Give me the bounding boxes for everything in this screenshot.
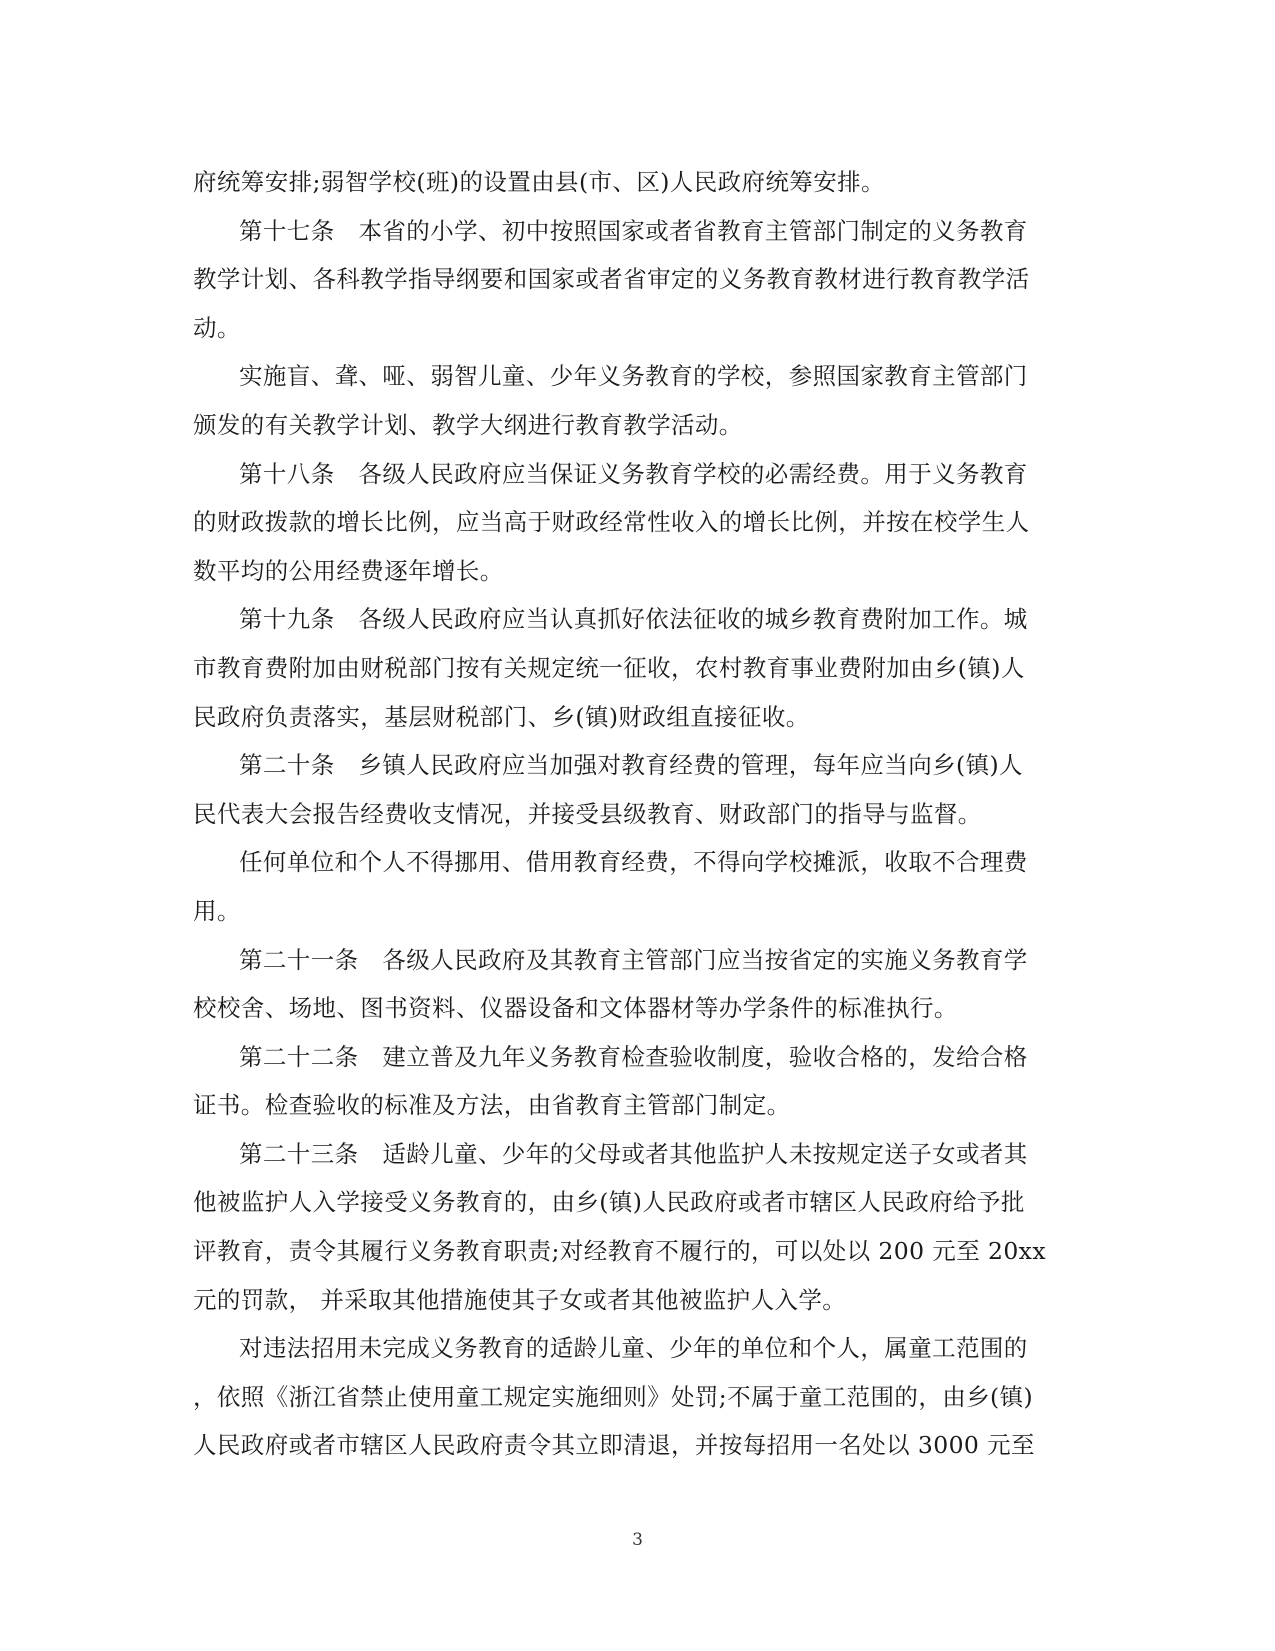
text-line: 府统筹安排;弱智学校(班)的设置由县(市、区)人民政府统筹安排。 [193,168,885,196]
text-line: 实施盲、聋、哑、弱智儿童、少年义务教育的学校，参照国家教育主管部门 [239,362,1028,391]
text-line: 元的罚款， 并采取其他措施使其子女或者其他被监护人入学。 [193,1285,847,1314]
text-line: 第二十三条 适龄儿童、少年的父母或者其他监护人未按规定送子女或者其 [239,1139,1028,1168]
text-line: 第十九条 各级人民政府应当认真抓好依法征收的城乡教育费附加工作。城 [239,605,1028,634]
text-line: 证书。检查验收的标准及方法，由省教育主管部门制定。 [193,1091,791,1120]
text-line: 第二十一条 各级人民政府及其教育主管部门应当按省定的实施义务教育学 [239,945,1028,974]
text-line: 任何单位和个人不得挪用、借用教育经费，不得向学校摊派，收取不合理费 [239,848,1028,877]
text-line: 评教育，责令其履行义务教育职责;对经教育不履行的，可以处以 200 元至 20xx [193,1237,1046,1266]
text-line: 他被监护人入学接受义务教育的，由乡(镇)人民政府或者市辖区人民政府给予批 [193,1188,1025,1217]
text-line: 用。 [193,896,241,925]
text-line: 第二十二条 建立普及九年义务教育检查验收制度，验收合格的，发给合格 [239,1042,1028,1071]
text-line: 第十八条 各级人民政府应当保证义务教育学校的必需经费。用于义务教育 [239,459,1028,488]
text-line: 人民政府或者市辖区人民政府责令其立即清退，并按每招用一名处以 3000 元至 [193,1431,1035,1460]
text-line: 数平均的公用经费逐年增长。 [193,556,504,585]
text-line: 民代表大会报告经费收支情况，并接受县级教育、财政部门的指导与监督。 [193,799,982,828]
text-line: 教学计划、各科教学指导纲要和国家或者省审定的义务教育教材进行教育教学活 [193,265,1030,294]
text-line: 市教育费附加由财税部门按有关规定统一征收，农村教育事业费附加由乡(镇)人 [193,653,1025,682]
text-line: 民政府负责落实，基层财税部门、乡(镇)财政组直接征收。 [193,702,810,731]
text-line: 对违法招用未完成义务教育的适龄儿童、少年的单位和个人，属童工范围的 [239,1334,1028,1363]
text-line: 第十七条 本省的小学、初中按照国家或者省教育主管部门制定的义务教育 [239,216,1028,245]
text-line: ，依照《浙江省禁止使用童工规定实施细则》处罚;不属于童工范围的，由乡(镇) [193,1382,1034,1411]
document-body [193,158,1073,1470]
text-line: 动。 [193,313,241,342]
text-line: 的财政拨款的增长比例，应当高于财政经常性收入的增长比例，并按在校学生人 [193,508,1030,537]
text-line: 第二十条 乡镇人民政府应当加强对教育经费的管理，每年应当向乡(镇)人 [239,751,1023,780]
text-line: 颁发的有关教学计划、教学大纲进行教育教学活动。 [193,410,743,439]
page-number: 3 [632,1530,643,1550]
text-line: 校校舍、场地、图书资料、仪器设备和文体器材等办学条件的标准执行。 [193,994,958,1023]
